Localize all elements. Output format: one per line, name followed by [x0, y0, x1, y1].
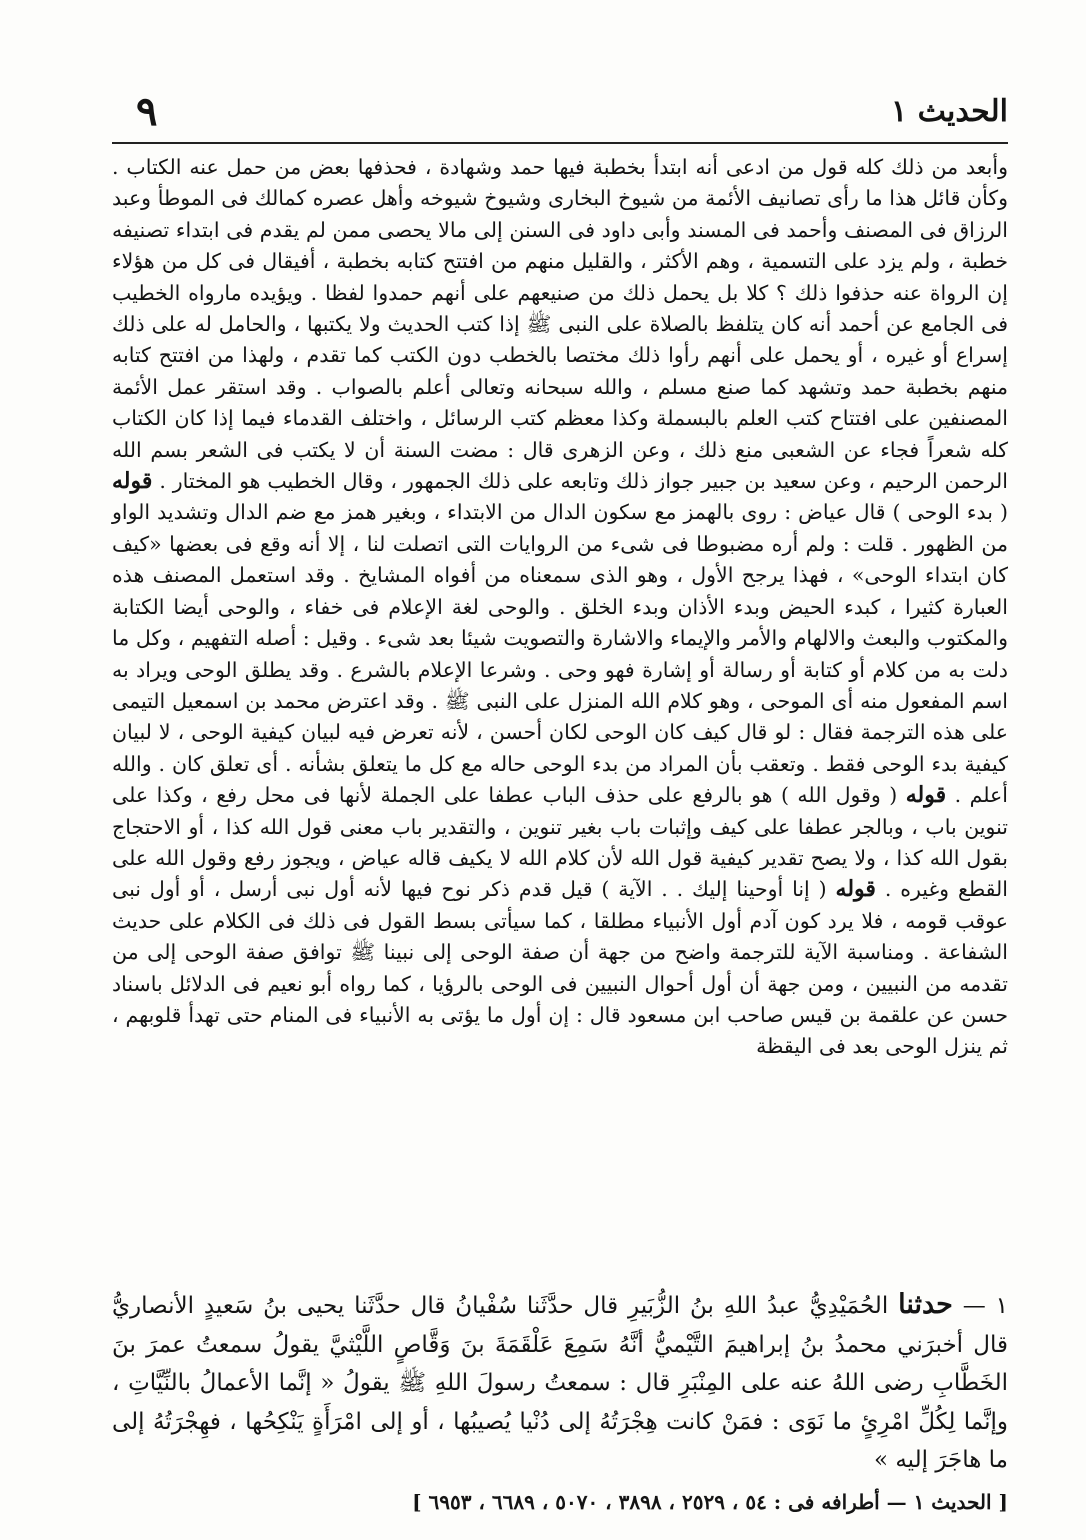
cross-references: [ الحديث ١ — أطرافه فى : ٥٤ ، ٢٥٢٩ ، ٣٨٩٨ ، ٥٠٧٠ ، ٦٦٨٩ ، ٦٩٥٣ ]: [412, 1490, 1008, 1514]
commentary-paragraph: [112, 152, 1008, 1063]
commentary-text-3: ( وقول الله ) هو بالرفع على حذف الباب عطفا على الجملة لأنها فى محل رفع ، وكذا على تنوين باب ، وبالجر عطفا على كيف وإثبات باب بغير تنوين ، والتقدير باب معنى قول الله كذا ، أو الاحتجاج بقول الله كذا ، ولا يصح تقدير كيفية قول الله لأن كلام الله لا يكيف قاله عياض ، ويجوز رفع وقول الله على القطع وغيره .: [112, 783, 1008, 902]
hadith-number: ١ —: [962, 1293, 1009, 1319]
hadith-text: الحُمَيْدِيُّ عبدُ اللهِ بنُ الزُّبَيرِ قال حدَّثَنا سُفْيانُ قال حدَّثَنا يحيى بنُ سَعيدٍ الأنصاريُّ قال أخبرَني محمدُ بنُ إبراهيمَ التَّيْميُّ أنَّهُ سَمِعَ عَلْقَمَةَ بنَ وَقَّاصٍ اللَّيْثيَّ يقولُ سمعتُ عمرَ بنَ الخَطَّابِ رضى اللهُ عنه على المِنْبَرِ قال : سمعتُ رسولَ اللهِ ﷺ يقولُ « إنَّما الأعمالُ بالنِّيَّاتِ ، وإنَّما لِكُلِّ امْرِئٍ ما نَوَى : فمَنْ كانت هِجْرَتُهُ إلى دُنْيا يُصيبُها ، أو إلى امْرَأَةٍ يَنْكِحُها ، فهِجْرَتُهُ إلى ما هاجَرَ إليه »: [112, 1293, 1008, 1473]
hadith-block: [112, 1286, 1008, 1472]
hadith-paragraph: [112, 1286, 1008, 1480]
commentary-text-4: ( إنا أوحينا إليك . . الآية ) قيل قدم ذكر نوح فيها لأنه أول نبى أرسل ، أو أول نبى عوقب قومه ، فلا يرد كون آدم أول الأنبياء مطلقا ، كما سيأتى بسط القول فى ذلك فى الكلام على حديث الشفاعة . ومناسبة الآية للترجمة واضح من جهة أن صفة الوحى إلى نبينا ﷺ توافق صفة الوحى إلى من تقدمه من النبيين ، ومن جهة أن أول أحوال النبيين فى الوحى بالرؤيا ، كما رواه أبو نعيم فى الدلائل باسناد حسن عن علقمة بن قيس صاحب ابن مسعود قال : إن أول ما يؤتى به الأنبياء فى المنام حتى تهدأ قلوبهم ، ثم ينزل الوحى بعد فى اليقظة: [112, 877, 1008, 1059]
hadith-opening: حدثنا: [898, 1289, 953, 1320]
page-number: ٩: [136, 88, 158, 135]
commentary-text-2: ( بدء الوحى ) قال عياض : روى بالهمز مع سكون الدال من الابتداء ، وبغير همز مع ضم الدال وتشديد الواو من الظهور . قلت : ولم أره مضبوطا فى شىء من الروايات التى اتصلت لنا ، إلا أنه وقع فى بعضها «كيف كان ابتداء الوحى» ، فهذا يرجح الأول ، وهو الذى سمعناه من أفواه المشايخ . وقد استعمل المصنف هذه العبارة كثيرا ، كبدء الحيض وبدء الأذان وبدء الخلق . والوحى لغة الإعلام فى خفاء ، والوحى أيضا الكتابة والمكتوب والبعث والالهام والأمر والإيماء والاشارة والتصويت شيئا بعد شىء . وقيل : أصله التفهيم ، وكل ما دلت به من كلام أو كتابة أو رسالة أو إشارة فهو وحى . وشرعا الإعلام بالشرع . وقد يطلق الوحى ويراد به اسم المفعول منه أى الموحى ، وهو كلام الله المنزل على النبى ﷺ . وقد اعترض محمد بن اسمعيل التيمى على هذه الترجمة فقال : لو قال كيف كان الوحى لكان أحسن ، لأنه تعرض فيه لبيان كيفية الوحى ، لا لبيان كيفية بدء الوحى فقط . وتعقب بأن المراد من بدء الوحى حاله مع كل ما يتعلق بشأنه . أى تعلق كان . والله أعلم .: [112, 500, 1008, 808]
running-title: الحديث ١: [891, 94, 1008, 129]
commentary-text-1: وأبعد من ذلك كله قول من ادعى أنه ابتدأ بخطبة فيها حمد وشهادة ، فحذفها بعض من حمل عنه الكتاب . وكأن قائل هذا ما رأى تصانيف الأئمة من شيوخ البخارى وشيوخ شيوخه وأهل عصره كمالك فى الموطأ وعبد الرزاق فى المصنف وأحمد فى المسند وأبى داود فى السنن إلى مالا يحصى ممن لم يقدم فى ابتداء تصنيفه خطبة ، ولم يزد على التسمية ، وهم الأكثر ، والقليل منهم من افتتح كتابه بخطبة ، أفيقال فى كل من هؤلاء إن الرواة عنه حذفوا ذلك ؟ كلا بل يحمل ذلك من صنيعهم على أنهم حمدوا لفظا . ويؤيده مارواه الخطيب فى الجامع عن أحمد أنه كان يتلفظ بالصلاة على النبى ﷺ إذا كتب الحديث ولا يكتبها ، والحامل له على ذلك إسراع أو غيره ، أو يحمل على أنهم رأوا ذلك مختصا بالخطب دون الكتب كما تقدم ، ولهذا من افتتح كتابه منهم بخطبة حمد وتشهد كما صنع مسلم ، والله سبحانه وتعالى أعلم بالصواب . وقد استقر عمل الأئمة المصنفين على افتتاح كتب العلم بالبسملة وكذا معظم كتب الرسائل ، واختلف القدماء فيما إذا كان الكتاب كله شعراً فجاء عن الشعبى منع ذلك ، وعن الزهرى قال : مضت السنة أن لا يكتب فى الشعر بسم الله الرحمن الرحيم ، وعن سعيد بن جبير جواز ذلك وتابعه على ذلك الجمهور ، وقال الخطيب هو المختار .: [112, 155, 1008, 494]
page-header: [112, 88, 1008, 144]
qawlu-marker-2: قوله: [905, 782, 947, 809]
qawlu-marker-3: قوله: [835, 876, 876, 903]
commentary-block: [112, 152, 1008, 1250]
qawlu-marker-1: قوله: [112, 468, 153, 495]
